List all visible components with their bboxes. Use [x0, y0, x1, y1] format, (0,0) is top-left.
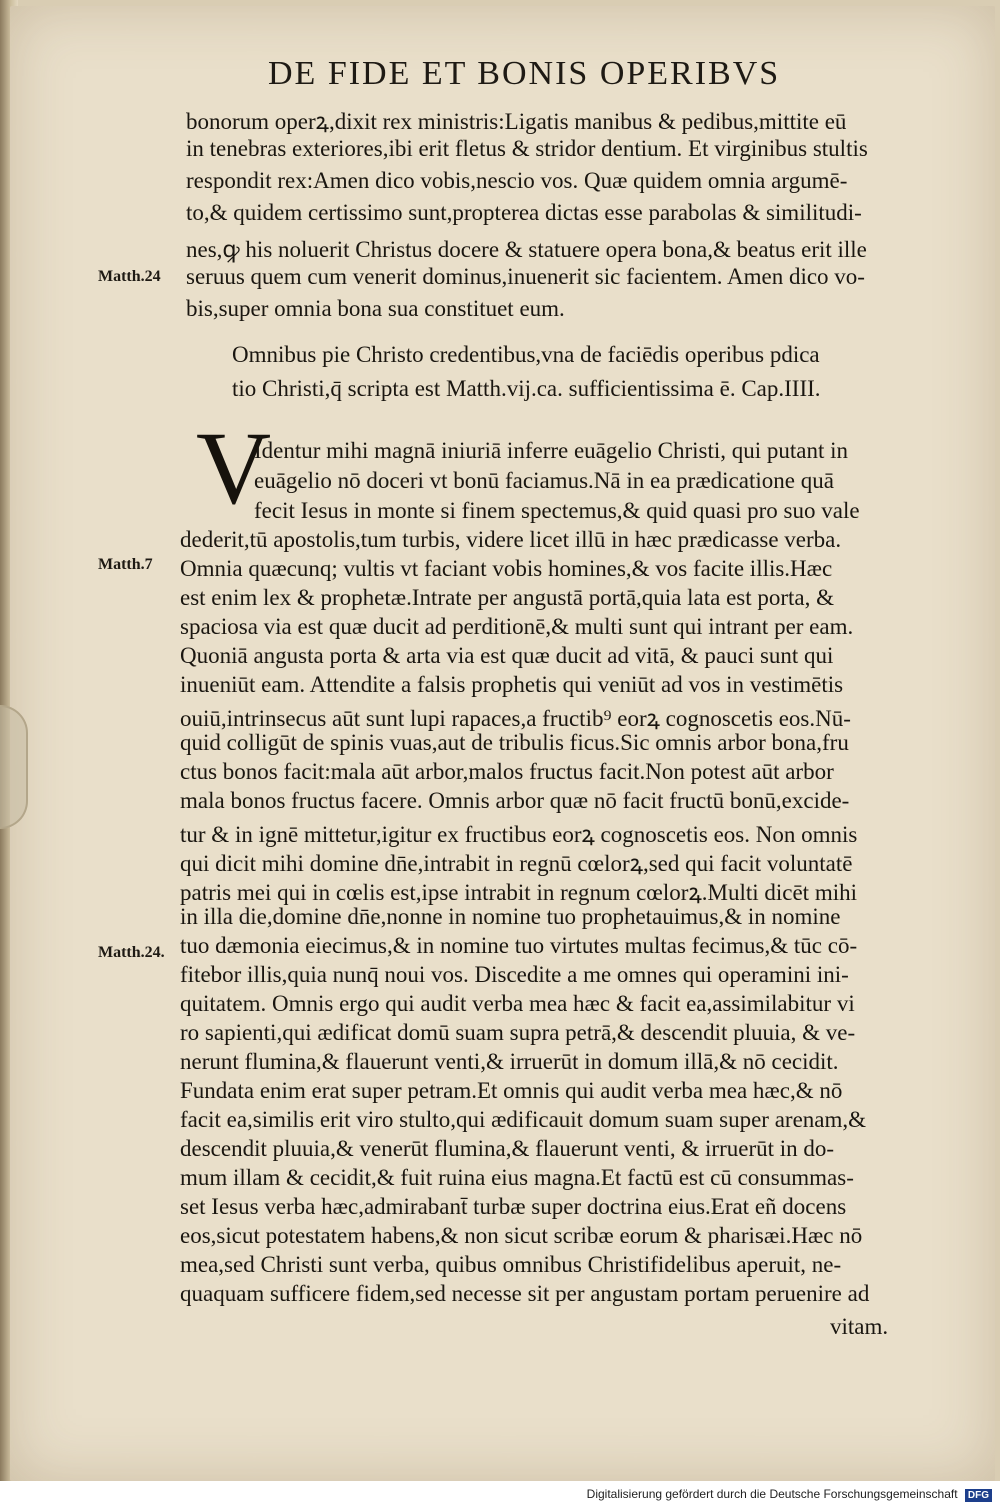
dfg-logo: DFG — [965, 1489, 992, 1502]
text-line: dederit,tū apostolis,tum turbis, videre licet illū in hæc prædicasse verba. — [180, 527, 842, 552]
text-line: nerunt flumina,& flauerunt venti,& irruerūt in domum illā,& nō cecidit. — [180, 1049, 839, 1074]
drop-cap: V — [196, 411, 272, 526]
text-line: to,& quidem certissimo sunt,propterea dictas esse parabolas & similitudi- — [186, 200, 862, 225]
text-line: tur & in ignē mittetur,igitur ex fructibus eorꝝ cognoscetis eos. Non omnis — [180, 822, 858, 847]
text-line: vitam. — [830, 1314, 889, 1339]
digitization-footer — [587, 1487, 992, 1502]
text-line: spaciosa via est quæ ducit ad perditionē,& multi sunt qui intrant per eam. — [180, 614, 854, 639]
text-line: mea,sed Christi sunt verba, quibus omnibus Christifidelibus aperuit, ne- — [180, 1252, 842, 1277]
text-line: in tenebras exteriores,ibi erit fletus & stridor dentium. Et virginibus stultis — [186, 136, 868, 161]
text-line: Omnia quæcunq; vultis vt faciant vobis homines,& vos facite illis.Hæc — [180, 556, 833, 581]
text-line: mala bonos fructus facere. Omnis arbor quæ nō facit fructū bonū,excide- — [180, 788, 850, 813]
text-line: Fundata enim erat super petram.Et omnis qui audit verba mea hæc,& nō — [180, 1078, 843, 1103]
text-line: ro sapienti,qui ædificat domū suam supra petrā,& descendit pluuia, & ve- — [180, 1020, 856, 1045]
text-line: seruus quem cum venerit dominus,inuenerit sic facientem. Amen dico vo- — [186, 264, 865, 289]
text-line: quitatem. Omnis ergo qui audit verba mea hæc & facit ea,assimilabitur vi — [180, 991, 855, 1016]
text-line: Identur mihi magnā iniuriā inferre euāgelio Christi, qui putant in — [254, 438, 849, 463]
margin-note-2: Matth.7 — [98, 556, 153, 573]
text-line: in illa die,domine dn̄e,nonne in nomine tuo prophetauimus,& in nomine — [180, 904, 841, 929]
text-line: ctus bonos facit:mala aūt arbor,malos fructus facit.Non potest aūt arbor — [180, 759, 834, 784]
text-line: inueniūt eam. Attendite a falsis prophetis qui veniūt ad vos in vestimētis — [180, 672, 844, 697]
text-line: nes,ꝙ his noluerit Christus docere & statuere opera bona,& beatus erit ille — [186, 237, 867, 262]
margin-note-3: Matth.24. — [98, 944, 165, 961]
text-line: eos,sicut potestatem habens,& non sicut scribæ eorum & pharisæi.Hæc nō — [180, 1223, 863, 1248]
text-line: bis,super omnia bona sua constituet eum. — [186, 296, 565, 321]
heading-line: Omnibus pie Christo credentibus,vna de faciēdis operibus pdica — [232, 342, 820, 367]
text-line: bonorum operꝝ,dixit rex ministris:Ligatis manibus & pedibus,mittite eū — [186, 109, 847, 134]
text-line: set Iesus verba hæc,admirabant̄ turbæ super doctrina eius.Erat eñ docens — [180, 1194, 847, 1219]
text-line: euāgelio nō doceri vt bonū faciamus.Nā in ea prædicatione quā — [254, 468, 834, 493]
text-line: fitebor illis,quia nunq̄ noui vos. Discedite a me omnes qui operamini ini- — [180, 962, 849, 987]
text-line: tuo dæmonia eiecimus,& in nomine tuo virtutes multas fecimus,& tūc cō- — [180, 933, 858, 958]
text-line: patris mei qui in cœlis est,ipse intrabit in regnum cœlorꝝ.Multi dicēt mihi — [180, 880, 857, 905]
text-line: fecit Iesus in monte si finem spectemus,& quid quasi pro suo vale — [254, 498, 860, 523]
text-line: quaquam sufficere fidem,sed necesse sit per angustam portam peruenire ad — [180, 1281, 870, 1306]
page-clip — [0, 705, 28, 829]
text-line: facit ea,similis erit viro stulto,qui ædificauit domum suam super arenam,& — [180, 1107, 867, 1132]
margin-note-1: Matth.24 — [98, 268, 161, 285]
heading-line: tio Christi,q̄ scripta est Matth.vij.ca. sufficientissima ē. Cap.IIII. — [232, 376, 821, 401]
text-line: mum illam & cecidit,& fuit ruina eius magna.Et factū est cū consummas- — [180, 1165, 854, 1190]
text-line: ouiū,intrinsecus aūt sunt lupi rapaces,a fructib⁹ eorꝝ cognoscetis eos.Nū- — [180, 706, 851, 731]
text-line: qui dicit mihi domine dn̄e,intrabit in regnū cœlorꝝ,sed qui facit voluntatē — [180, 851, 853, 876]
text-line: respondit rex:Amen dico vobis,nescio vos. Quæ quidem omnia argumē- — [186, 168, 848, 193]
text-line: quid colligūt de spinis vuas,aut de tribulis ficus.Sic omnis arbor bona,fru — [180, 730, 849, 755]
footer-text: Digitalisierung gefördert durch die Deutsche Forschungsgemeinschaft — [586, 1487, 958, 1501]
text-line: Quoniā angusta porta & arta via est quæ ducit ad vitā, & pauci sunt qui — [180, 643, 834, 668]
text-line: est enim lex & prophetæ.Intrate per angustā portā,quia lata est porta, & — [180, 585, 835, 610]
text-line: descendit pluuia,& venerūt flumina,& flauerunt venti, & irruerūt in do- — [180, 1136, 835, 1161]
page-header: DE FIDE ET BONIS OPERIBVS — [268, 55, 781, 92]
